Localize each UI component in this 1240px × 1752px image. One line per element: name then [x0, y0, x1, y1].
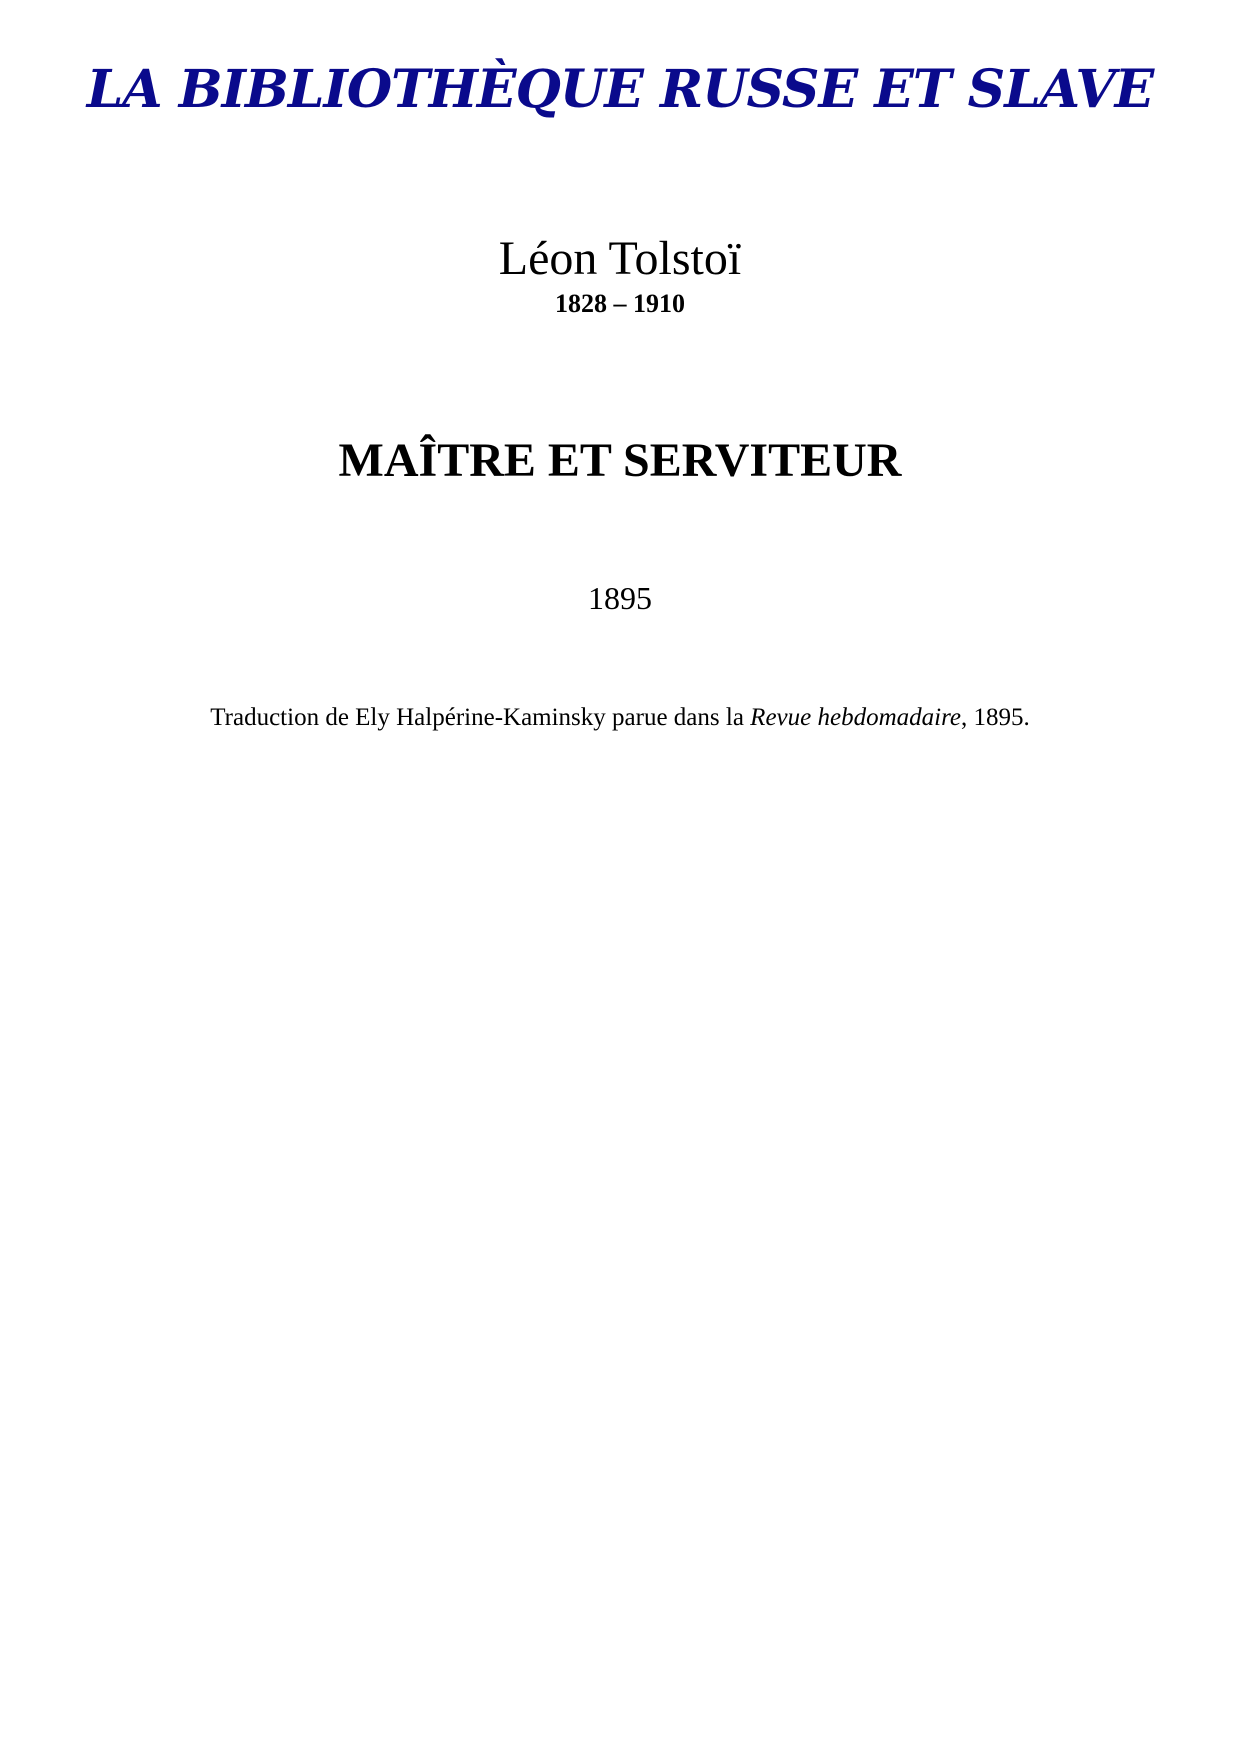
- translation-note-suffix: , 1895.: [960, 704, 1030, 731]
- publication-year: 1895: [588, 580, 652, 616]
- collection-title: LA BIBLIOTHÈQUE RUSSE ET SLAVE: [86, 59, 1154, 120]
- author-name: Léon Tolstoï: [498, 232, 742, 285]
- publication-name: Revue hebdomadaire: [750, 704, 961, 731]
- book-title: MAÎTRE ET SERVITEUR: [338, 434, 902, 487]
- author-dates: 1828 – 1910: [555, 289, 685, 318]
- translation-note: [0, 702, 1240, 734]
- translation-note-prefix: Traduction de Ely Halpérine-Kaminsky parue dans la: [210, 704, 751, 731]
